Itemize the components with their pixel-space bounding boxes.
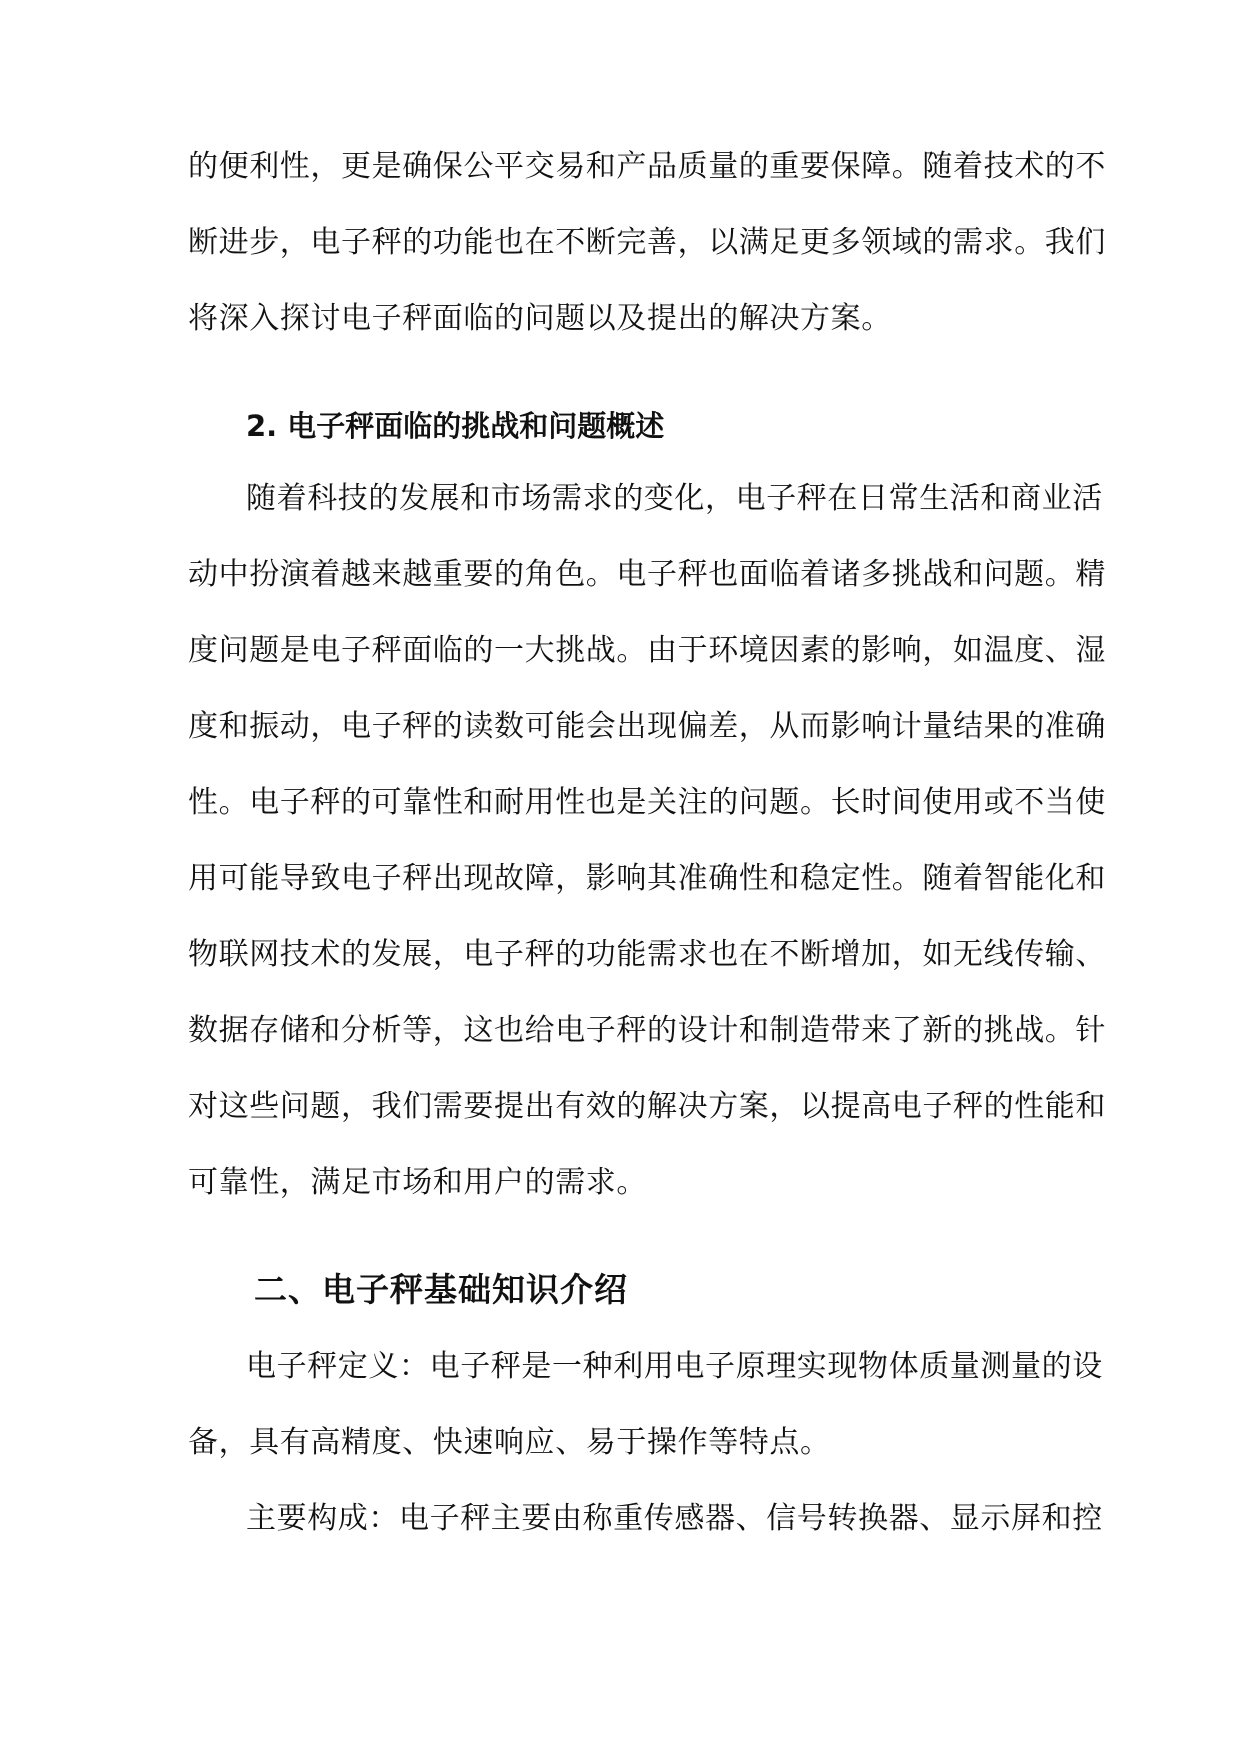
text-line: 主要构成：电子秤主要由称重传感器、信号转换器、显示屏和控 bbox=[246, 1501, 1103, 1536]
text-line: 度问题是电子秤面临的一大挑战。由于环境因素的影响，如温度、湿 bbox=[188, 633, 1106, 668]
text-line: 度和振动，电子秤的读数可能会出现偏差，从而影响计量结果的准确 bbox=[188, 709, 1106, 744]
text-line: 动中扮演着越来越重要的角色。电子秤也面临着诸多挑战和问题。精 bbox=[188, 557, 1106, 592]
chapter-heading: 二、电子秤基础知识介绍 bbox=[254, 1270, 628, 1309]
section-heading: 2. 电子秤面临的挑战和问题概述 bbox=[246, 409, 665, 443]
text-line: 用可能导致电子秤出现故障，影响其准确性和稳定性。随着智能化和 bbox=[188, 861, 1106, 896]
text-line: 随着科技的发展和市场需求的变化，电子秤在日常生活和商业活 bbox=[246, 481, 1103, 516]
text-line: 数据存储和分析等，这也给电子秤的设计和制造带来了新的挑战。针 bbox=[188, 1013, 1106, 1048]
text-line: 将深入探讨电子秤面临的问题以及提出的解决方案。 bbox=[188, 301, 892, 336]
text-line: 性。电子秤的可靠性和耐用性也是关注的问题。长时间使用或不当使 bbox=[188, 785, 1106, 820]
text-line: 可靠性，满足市场和用户的需求。 bbox=[188, 1165, 647, 1200]
text-line: 备，具有高精度、快速响应、易于操作等特点。 bbox=[188, 1425, 831, 1460]
text-line: 的便利性，更是确保公平交易和产品质量的重要保障。随着技术的不 bbox=[188, 149, 1106, 184]
text-line: 电子秤定义：电子秤是一种利用电子原理实现物体质量测量的设 bbox=[246, 1349, 1103, 1384]
text-line: 断进步，电子秤的功能也在不断完善，以满足更多领域的需求。我们 bbox=[188, 225, 1106, 260]
text-line: 物联网技术的发展，电子秤的功能需求也在不断增加，如无线传输、 bbox=[188, 937, 1106, 972]
text-line: 对这些问题，我们需要提出有效的解决方案，以提高电子秤的性能和 bbox=[188, 1089, 1106, 1124]
